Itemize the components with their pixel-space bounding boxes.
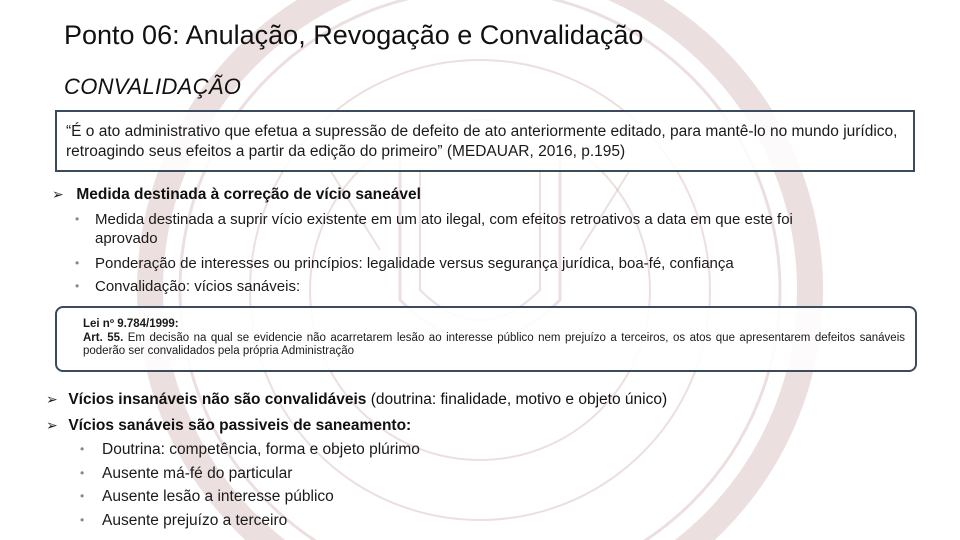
section2-heading [46, 391, 667, 409]
list-item: • Medida destinada a suprir vício existente em um ato ilegal, com efeitos retroativos a data em que este foi aprovado [75, 211, 793, 247]
section2-heading-rest: (doutrina: finalidade, motivo e objeto único) [366, 391, 668, 408]
section1-list [75, 210, 835, 296]
arrow-bullet-icon: ➢ [52, 186, 64, 202]
arrow-bullet-icon: ➢ [46, 391, 58, 407]
bullet-dot-icon: • [80, 489, 85, 503]
quote-box [55, 110, 915, 172]
section3-heading [46, 417, 411, 435]
law-box [55, 306, 917, 372]
section1-heading [52, 186, 421, 204]
bullet-dot-icon: • [75, 279, 80, 293]
bullet-dot-icon: • [75, 256, 80, 270]
quote-text: “É o ato administrativo que efetua a supressão de defeito de ato anteriormente editado, para mantê-lo no mundo jurídico, retroagindo seus efeitos a partir da edição do primeiro” (MEDAUAR, 2016, p.195) [66, 123, 898, 160]
law-article-text: Em decisão na qual se evidencie não acarretarem lesão ao interesse público nem prejuízo a terceiros, os atos que apresentarem defeitos sanáveis poderão ser convalidados pela própria Administração [83, 331, 905, 357]
arrow-bullet-icon: ➢ [46, 417, 58, 433]
law-title: Lei nº 9.784/1999: [83, 318, 179, 330]
law-article-label: Art. 55. [83, 331, 124, 344]
bullet-dot-icon: • [80, 512, 85, 527]
section-subtitle: CONVALIDAÇÃO [64, 74, 242, 99]
bullet-dot-icon: • [80, 465, 85, 480]
list-item: • Convalidação: vícios sanáveis: [75, 278, 301, 295]
page-title: Ponto 06: Anulação, Revogação e Convalidação [64, 20, 644, 50]
section2-heading-bold: Vícios insanáveis não são convalidáveis [68, 391, 367, 408]
list-item: • Doutrina: competência, forma e objeto plúrimo [80, 438, 580, 462]
section3-list [80, 438, 580, 532]
bullet-dot-icon: • [80, 442, 85, 456]
list-item: • Ausente má-fé do particular [80, 462, 580, 486]
section3-heading-text: Vícios sanáveis são passiveis de saneamento: [68, 417, 412, 434]
law-article [83, 332, 905, 359]
list-item: • Ausente lesão a interesse público [80, 485, 580, 509]
list-item: • Ponderação de interesses ou princípios: legalidade versus segurança jurídica, boa-fé, confiança [75, 255, 734, 272]
section1-heading-text: Medida destinada à correção de vício saneável [76, 186, 421, 203]
list-item: • Ausente prejuízo a terceiro [80, 509, 580, 533]
bullet-dot-icon: • [75, 212, 80, 226]
